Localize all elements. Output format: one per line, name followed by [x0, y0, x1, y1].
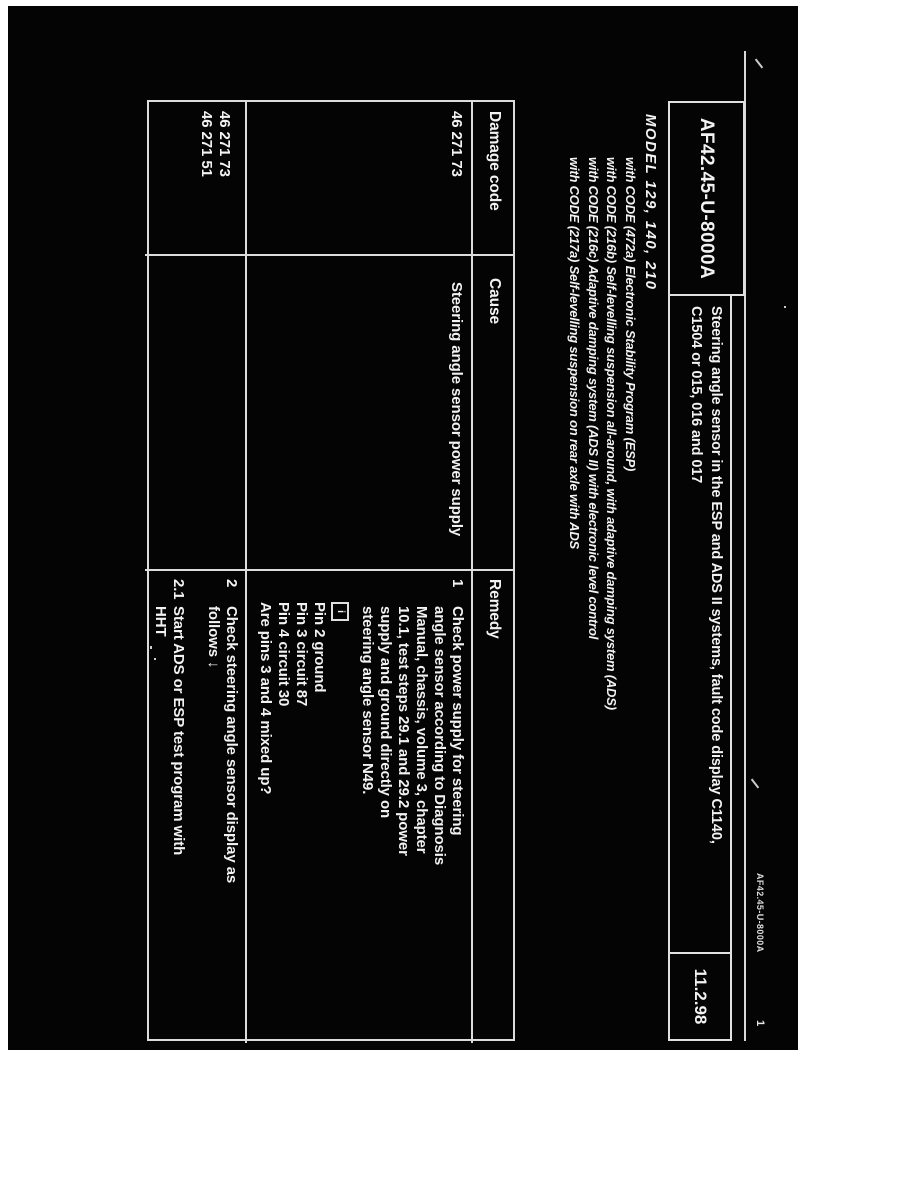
cause-cell-row1 — [247, 254, 473, 569]
pin-line: Pin 4 circuit 30 — [275, 602, 292, 707]
info-box-icon: i — [331, 602, 349, 621]
scan-speck — [784, 306, 786, 308]
code-line-216c: with CODE (216c) Adaptive damping system (ADS II) with electronic level control — [586, 157, 601, 640]
running-header-doc-number: AF42.45-U-8000A — [755, 873, 765, 953]
remedy-item-text — [204, 606, 240, 883]
remedy-item-1 — [358, 579, 466, 1043]
remedy-line: Check steering angle sensor display as — [223, 606, 240, 884]
remedy-item-text — [358, 606, 466, 865]
remedy-item-2-1 — [151, 579, 187, 1043]
remedy-line: supply and ground directly on — [377, 606, 394, 819]
remedy-item-text — [151, 606, 187, 855]
scan-speck — [755, 59, 763, 69]
cause-cell-row2 — [145, 254, 247, 569]
remedy-item-2 — [204, 579, 240, 1043]
title-line-1: Steering angle sensor in the ESP and ADS II systems, fault code display C1140, — [708, 306, 724, 844]
doc-number-text: AF42.45-U-8000A — [696, 117, 718, 280]
model-line: MODEL 129, 140, 210 — [642, 114, 659, 291]
doc-number-cell — [668, 101, 745, 296]
remedy-line: steering angle sensor N49. — [359, 606, 376, 795]
scan-speck — [751, 779, 759, 789]
remedy-item-number: 2.1 — [170, 579, 187, 600]
damage-code-value: 46 271 73 — [216, 111, 233, 177]
title-cell — [668, 294, 732, 954]
date-cell — [668, 952, 732, 1041]
pin-line: Pin 3 circuit 87 — [293, 602, 310, 707]
pin-list — [256, 602, 328, 1043]
fault-table — [147, 100, 515, 1041]
remedy-item-number: 1 — [449, 579, 466, 588]
pin-line: Pin 2 ground — [311, 602, 328, 693]
title-line-2: C1504 or 015, 016 and 017 — [688, 306, 704, 484]
remedy-item-number: 2 — [223, 579, 240, 588]
date-text: 11.2.98 — [691, 968, 710, 1025]
pin-question-line: Are pins 3 and 4 mixed up? — [257, 602, 274, 795]
remedy-cell-row2 — [145, 569, 247, 1043]
model-block — [565, 114, 659, 710]
column-header-damage-code: Damage code — [486, 111, 503, 211]
damage-code-cell-row1 — [247, 102, 473, 254]
page-number: 1 — [754, 1020, 766, 1027]
damage-code-value: 46 271 73 — [448, 111, 465, 177]
remedy-line: angle sensor according to Diagnosis — [431, 606, 448, 866]
remedy-spacer — [187, 579, 204, 1043]
remedy-line: Check power supply for steering — [449, 606, 466, 836]
info-icon-line — [331, 602, 351, 1043]
code-line-216b: with CODE (216b) Self-levelling suspension all-around, with adaptive damping system (ADS) — [604, 157, 620, 710]
remedy-line: Start ADS or ESP test program with — [170, 606, 187, 856]
column-header-cause: Cause — [473, 254, 513, 569]
remedy-line-with-down-arrow: follows ↓ — [205, 606, 222, 669]
remedy-line: 10.1, test steps 29.1 and 29.2 power — [395, 606, 412, 856]
remedy-cell-row1 — [247, 569, 473, 1043]
code-line-472a: with CODE (472a) Electronic Stability Program (ESP) — [623, 157, 638, 472]
cause-text: Steering angle sensor power supply — [448, 282, 465, 537]
remedy-line: HHT — [152, 606, 169, 637]
scanned-document-page — [8, 6, 798, 1050]
code-line-217a: with CODE (217a) Self-levelling suspension on rear axle with ADS — [567, 157, 583, 549]
damage-code-value: 46 271 51 — [198, 111, 216, 177]
scan-speck — [150, 646, 152, 649]
damage-code-cell-row2 — [145, 102, 247, 254]
remedy-line: Manual, chassis, volume 3, chapter — [413, 606, 430, 854]
scan-speck — [154, 658, 156, 660]
column-header-remedy: Remedy — [473, 569, 513, 1043]
